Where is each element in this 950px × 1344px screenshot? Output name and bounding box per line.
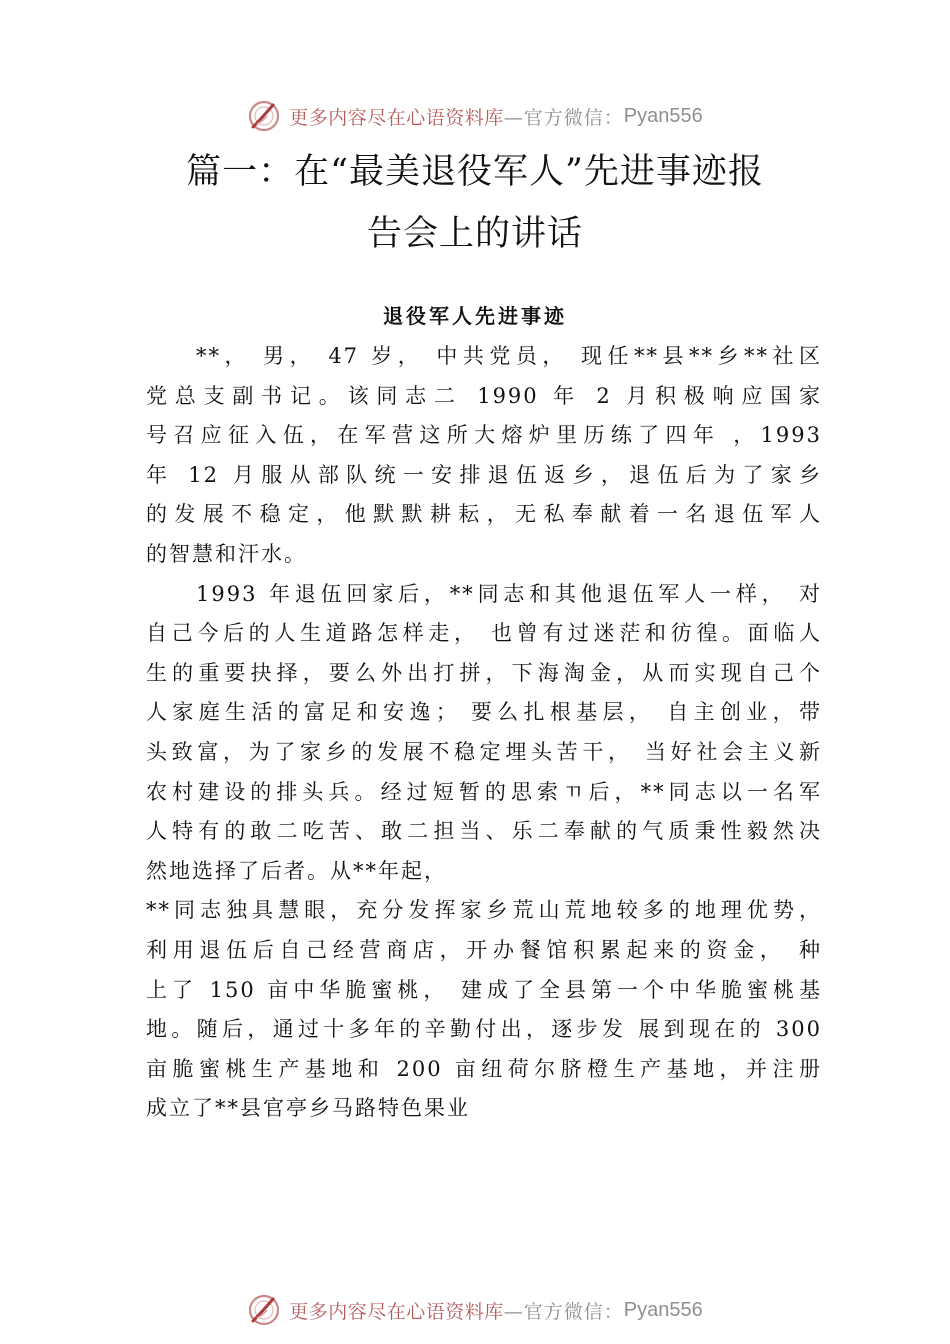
paragraph-1-line-6: 的智慧和汗水。 (146, 541, 307, 566)
paragraph-1-line-1: **， 男， 47 岁， 中共党员， 现任**县**乡**社区 (196, 344, 822, 368)
banner-wechat-id: Pyan556 (623, 104, 703, 127)
paragraph-3-line-2: 利用退伍后自己经营商店，开办餐馆积累起来的资金， 种 (146, 937, 822, 962)
paragraph-2-line-8: 然地选择了后者。从**年起， (146, 858, 447, 883)
footer-wechat-label: —官方微信： (503, 1300, 624, 1323)
paragraph-2-line-1: 1993 年退伍回家后，**同志和其他退伍军人一样， 对 (196, 581, 822, 606)
paragraph-1-line-2: 党总支副书记。该同志二 1990 年 2 月积极响应国家 (146, 383, 822, 408)
paragraph-2-line-7: 人特有的敢二吃苦、敢二担当、乐二奉献的气质秉性毅然决 (146, 819, 822, 844)
brush-logo-icon (247, 99, 281, 133)
paragraph-2-line-6: 农村建设的排头兵。经过短暂的思索ㄲ后，**同志以一名军 (146, 779, 822, 804)
paragraph-3-line-1: **同志独具慧眼，充分发挥家乡荒山荒地较多的地理优势， (146, 898, 822, 923)
footer-wechat-id: Pyan556 (623, 1298, 703, 1321)
banner-wechat-label: —官方微信： (503, 106, 624, 129)
paragraph-1-line-4: 年 12 月服从部队统一安排退伍返乡，退伍后为了家乡 (146, 462, 822, 487)
document-body (146, 337, 822, 1129)
document-title-line-2: 告会上的讲话 (366, 214, 583, 254)
brush-logo-icon (247, 1293, 281, 1327)
section-subtitle: 退役军人先进事迹 (383, 304, 567, 328)
paragraph-2-line-3: 生的重要抉择，要么外出打拼，下海淘金，从而实现自己个 (146, 660, 822, 685)
footer-library-text: 更多内容尽在心语资料库 (289, 1300, 504, 1323)
paragraph-2-line-5: 头致富，为了家乡的发展不稳定埋头苦干， 当好社会主义新 (146, 739, 822, 764)
paragraph-3-line-3: 上了 150 亩中华脆蜜桃， 建成了全县第一个中华脆蜜桃基 (146, 977, 822, 1002)
paragraph-3-line-5: 亩脆蜜桃生产基地和 200 亩纽荷尔脐橙生产基地，并注册 (146, 1056, 822, 1081)
paragraph-3-line-4: 地。随后，通过十多年的辛勤付出，逐步发 展到现在的 300 (146, 1017, 822, 1042)
footer-banner (0, 1290, 950, 1330)
paragraph-3-line-6: 成立了**县官亭乡马路特色果业 (146, 1096, 470, 1121)
document-title-line-1: 篇一：在“最美退役军人”先进事迹报 (186, 152, 764, 192)
paragraph-2-line-2: 自己今后的人生道路怎样走， 也曾有过迷茫和彷徨。面临人 (146, 621, 822, 646)
paragraph-2-line-4: 人家庭生活的富足和安逸； 要么扎根基层， 自主创业，带 (146, 700, 822, 725)
paragraph-1-line-5: 的发展不稳定，他默默耕耘，无私奉献着一名退伍军人 (146, 502, 822, 527)
header-banner (0, 96, 950, 136)
banner-library-text: 更多内容尽在心语资料库 (289, 106, 504, 129)
paragraph-1-line-3: 号召应征入伍，在军营这所大熔炉里历练了四年 ，1993 (146, 423, 822, 448)
